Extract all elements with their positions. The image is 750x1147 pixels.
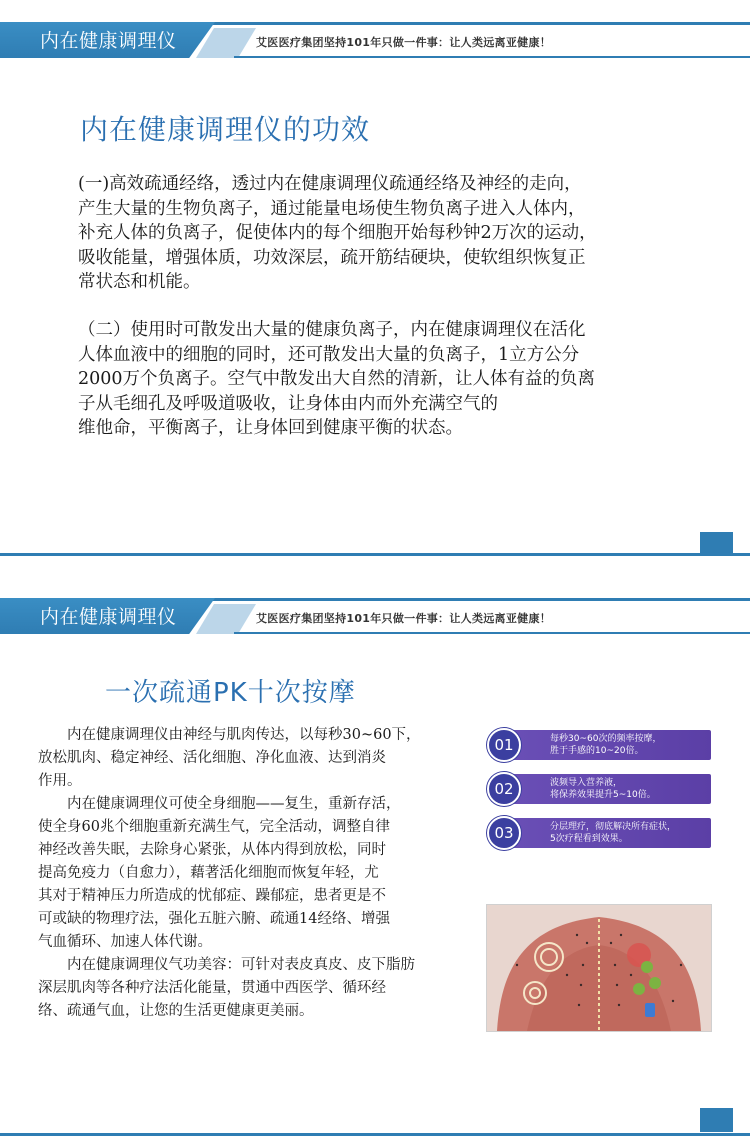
feature-text <box>550 777 656 801</box>
footer-line <box>0 553 750 556</box>
feature-line: 胜于手感的10~20倍。 <box>550 746 644 756</box>
body-line: 使全身60兆个细胞重新充满生气，完全活动，调整自律 <box>38 819 390 835</box>
feature-number-badge: 02 <box>487 772 521 806</box>
section-efficacy <box>0 0 750 560</box>
feature-item-02 <box>487 774 711 804</box>
banner-underline <box>234 632 750 634</box>
feature-line: 每秒30~60次的频率按摩， <box>550 734 662 744</box>
paragraph-line: (一)高效疏通经络，透过内在健康调理仪疏通经络及神经的走向， <box>78 174 582 194</box>
acupoint-marker <box>649 977 661 989</box>
body-line: 其对于精神压力所造成的忧郁症、躁郁症，患者更是不 <box>38 888 386 904</box>
footer-block <box>700 532 733 556</box>
acupoint-marker <box>633 983 645 995</box>
banner-underline <box>234 56 750 58</box>
feature-text <box>550 733 661 757</box>
section-title: 一次疏通PK十次按摩 <box>105 678 356 708</box>
header-banner <box>0 22 750 62</box>
acupoint-marker <box>641 961 653 973</box>
banner-title: 内在健康调理仪 <box>40 606 177 628</box>
feature-number-badge: 01 <box>487 728 521 762</box>
header-banner <box>0 598 750 638</box>
paragraph-line: 常状态和机能。 <box>78 272 201 292</box>
section-title: 内在健康调理仪的功效 <box>80 113 371 146</box>
body-line: 内在健康调理仪可使全身细胞——复生，重新存活， <box>38 796 401 812</box>
footer-line <box>0 1133 750 1136</box>
paragraph-line: 2000万个负离子。空气中散发出大自然的清新，让人体有益的负离 <box>78 369 596 389</box>
body-line: 神经改善失眠，去除身心紧张，从体内得到放松，同时 <box>38 842 386 858</box>
description-text <box>38 724 478 1023</box>
body-line: 络、疏通气血，让您的生活更健康更美丽。 <box>38 1003 314 1019</box>
body-line: 气血循环、加速人体代谢。 <box>38 934 212 950</box>
banner-slogan: 艾医医疗集团坚持101年只做一件事：让人类远离亚健康！ <box>256 36 552 49</box>
body-line: 内在健康调理仪气功美容：可针对表皮真皮、皮下脂肪 <box>38 957 415 973</box>
body-line: 作用。 <box>38 773 82 789</box>
feature-item-01 <box>487 730 711 760</box>
body-line: 可或缺的物理疗法，强化五脏六腑、疏通14经络、增强 <box>38 911 390 927</box>
paragraph-line: 人体血液中的细胞的同时，还可散发出大量的负离子，1立方公分 <box>78 344 580 365</box>
paragraph-line: 吸收能量，增强体质，功效深层，疏开筋结硬块，使软组织恢复正 <box>78 247 586 268</box>
paragraph-line: （二）使用时可散发出大量的健康负离子，内在健康调理仪在活化 <box>78 320 586 340</box>
paragraph-line: 维他命，平衡离子，让身体回到健康平衡的状态。 <box>78 418 463 438</box>
paragraph-one <box>78 172 678 295</box>
paragraph-line: 子从毛细孔及呼吸道吸收，让身体由内而外充满空气的 <box>78 393 498 414</box>
back-illustration <box>487 905 711 1031</box>
section-comparison <box>0 590 750 1147</box>
feature-item-03 <box>487 818 711 848</box>
device-marker <box>645 1003 655 1017</box>
feature-number-badge: 03 <box>487 816 521 850</box>
paragraph-line: 产生大量的生物负离子，通过能量电场使生物负离子进入人体内， <box>78 198 586 219</box>
paragraph-two <box>78 318 688 441</box>
banner-title: 内在健康调理仪 <box>40 30 177 52</box>
body-line: 内在健康调理仪由神经与肌肉传达，以每秒30~60下， <box>38 727 421 743</box>
banner-slogan: 艾医医疗集团坚持101年只做一件事：让人类远离亚健康！ <box>256 612 552 625</box>
feature-line: 将保养效果提升5~10倍。 <box>550 790 656 800</box>
feature-line: 波频导入营养液， <box>550 778 623 788</box>
body-line: 深层肌肉等各种疗法活化能量，贯通中西医学、循环经 <box>38 980 386 996</box>
paragraph-line: 补充人体的负离子，促使体内的每个细胞开始每秒钟2万次的运动， <box>78 223 597 243</box>
feature-line: 5次疗程看到效果。 <box>550 834 628 844</box>
back-therapy-image <box>486 904 712 1032</box>
body-line: 提高免疫力（自愈力），藉著活化细胞而恢复年轻，尤 <box>38 865 379 881</box>
feature-line: 分层理疗，彻底解决所有症状， <box>550 822 677 832</box>
footer-block <box>700 1108 733 1132</box>
feature-text <box>550 821 676 845</box>
body-line: 放松肌肉、稳定神经、活化细胞、净化血液、达到消炎 <box>38 750 386 766</box>
